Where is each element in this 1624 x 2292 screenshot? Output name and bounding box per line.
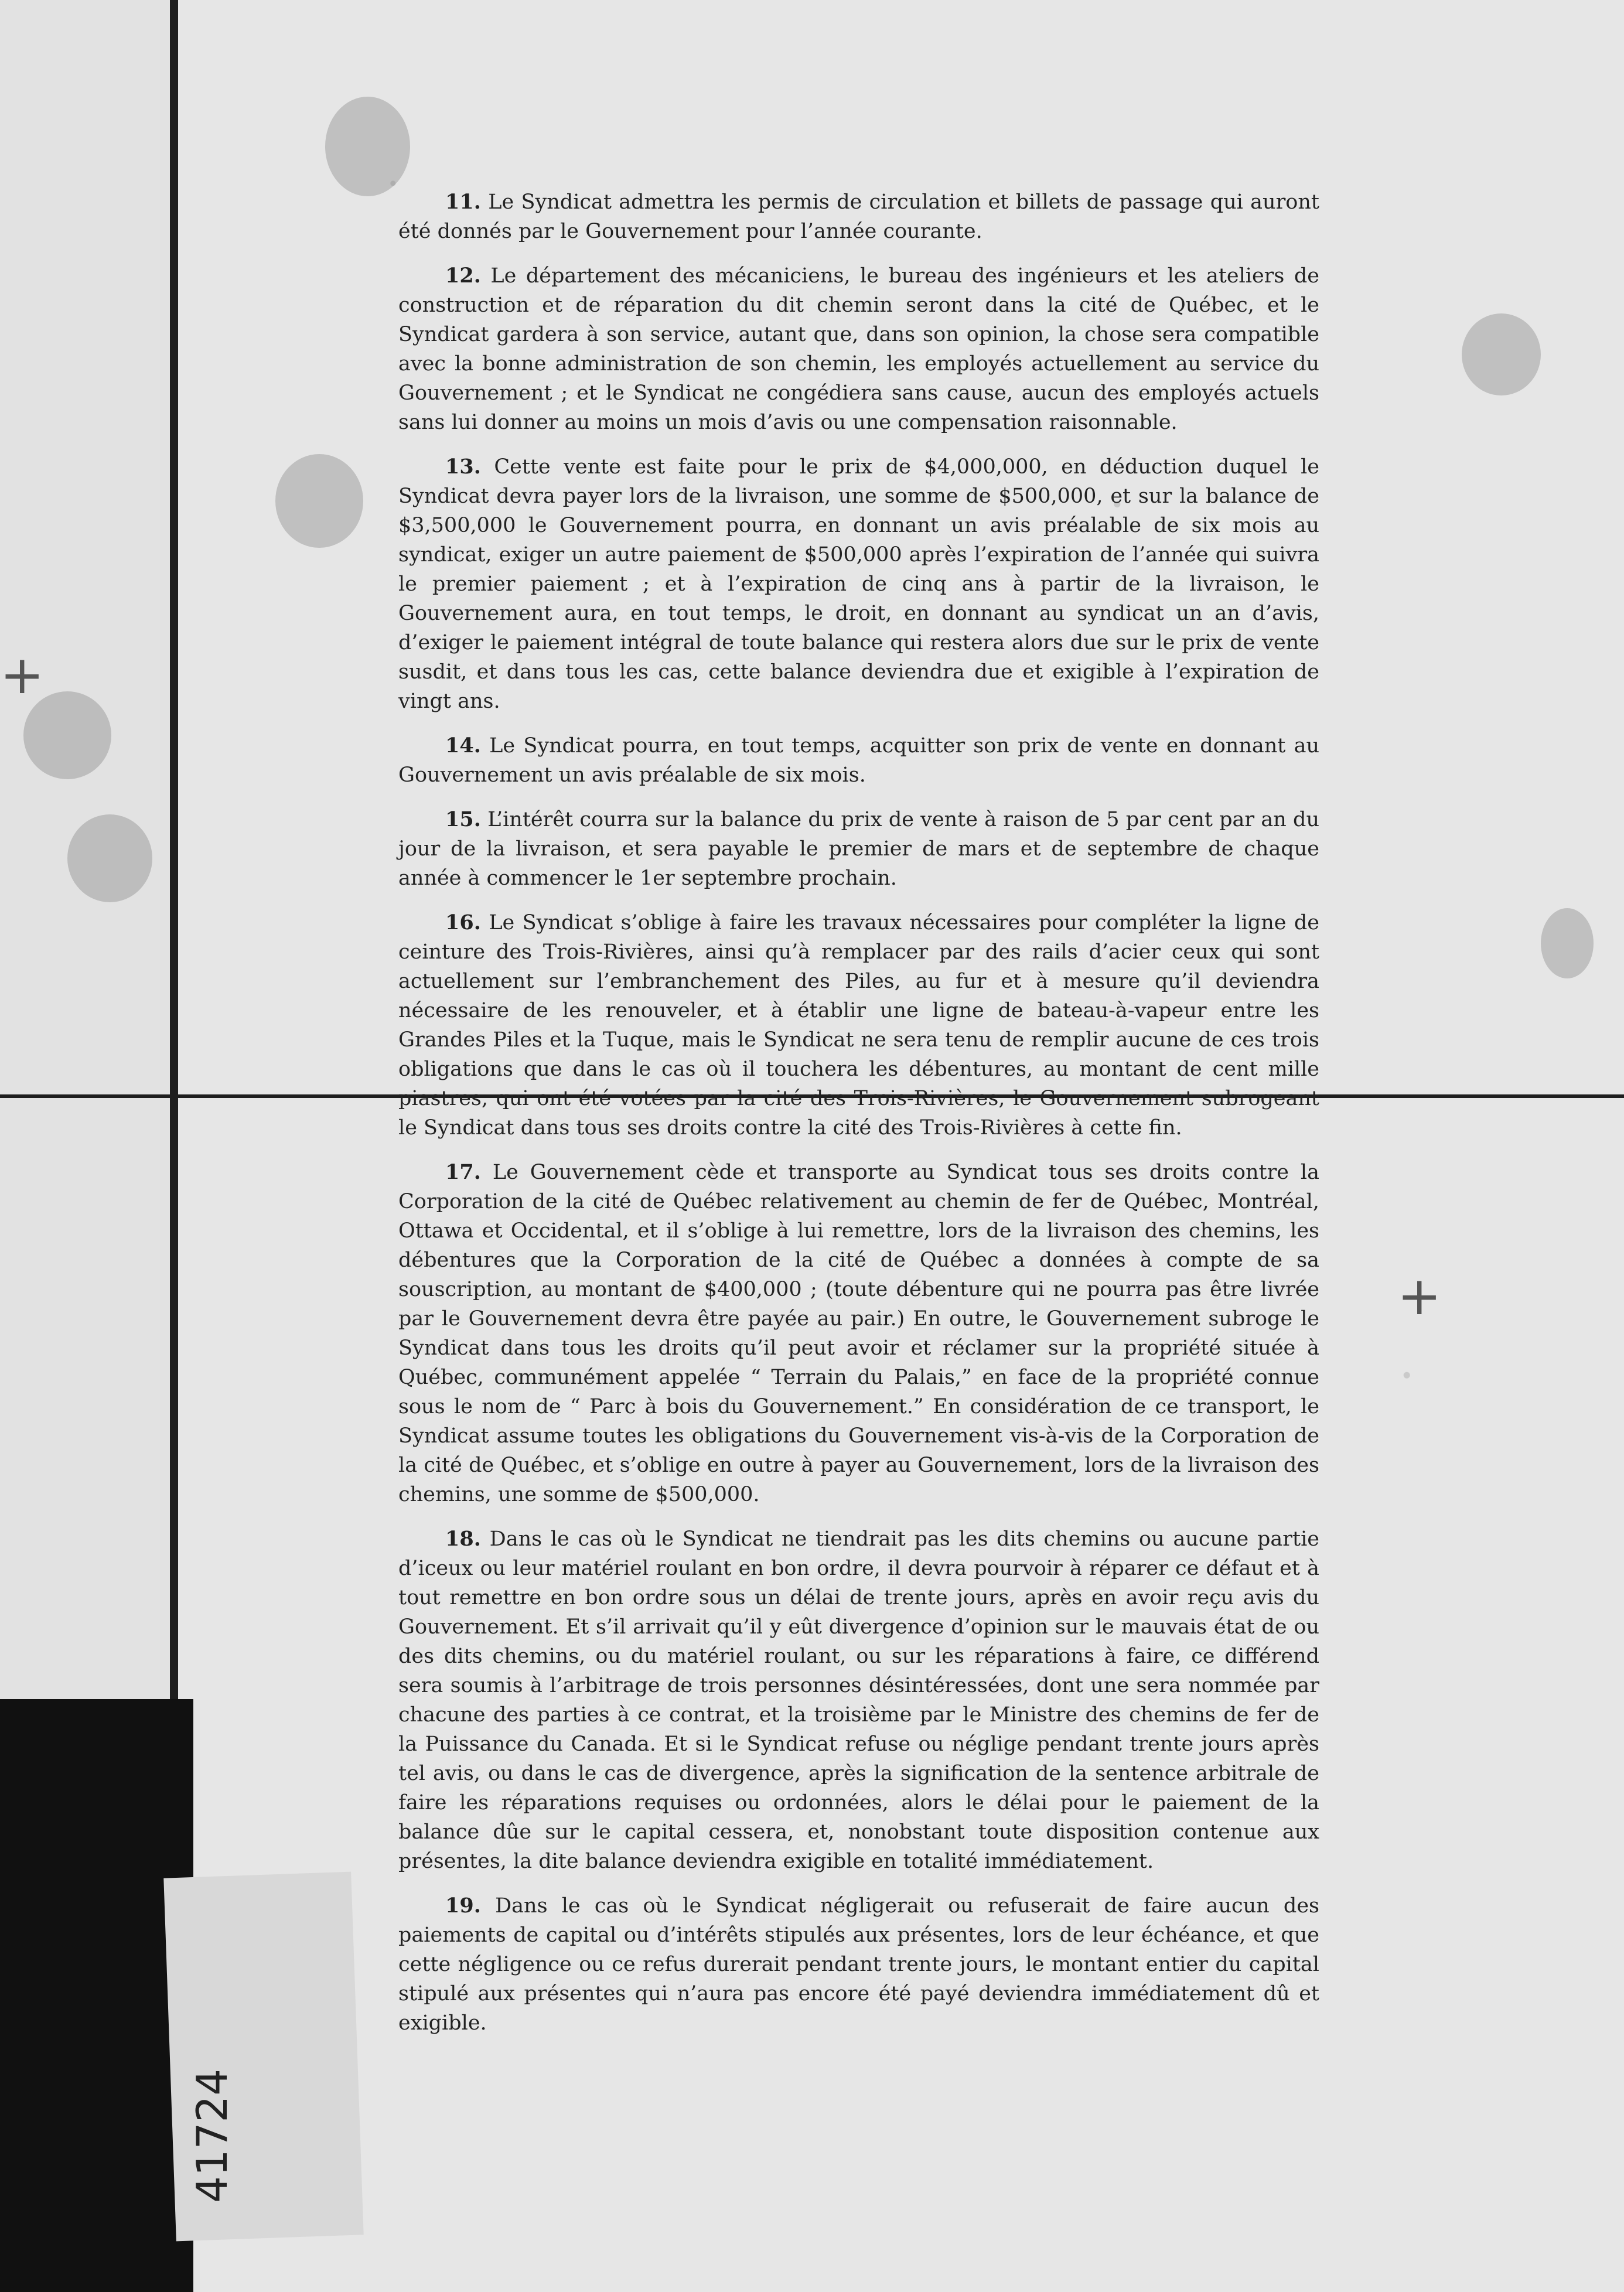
- stain-blot: [325, 97, 410, 196]
- plus-mark-icon: +: [0, 644, 45, 706]
- paragraph-number: 14.: [445, 734, 481, 758]
- paragraph-text: L’intérêt courra sur la balance du prix de vente à raison de 5 par cent par an du jour de la livraison, et sera payable le premier de mars et de septembre de chaque année à commencer le 1er septembre prochain.: [398, 808, 1319, 890]
- paragraph-text: Dans le cas où le Syndicat ne tiendrait pas les dits chemins ou aucune partie d’iceux ou leur matériel roulant en bon ordre, il devra pourvoir à réparer ce défaut et à tout remettre en bon ordre sous un délai de trente jours, après en avoir reçu avis du Gouvernement. Et s’il arrivait qu’il y eût divergence d’opinion sur le mauvais état de ou des dits chemins, ou du matériel roulant, ou sur les réparations à faire, ce différend sera soumis à l’arbitrage de trois personnes désintéressées, dont une sera nommée par chacune des parties à ce contrat, et la troisième par le Ministre des chemins de fer de la Puissance du Canada. Et si le Syndicat refuse ou néglige pendant trente jours après tel avis, ou dans le cas de divergence, après la signification de la sentence arbitrale de faire les réparations requises ou ordonnées, alors le délai pour le paiement de la balance dûe sur le capital cessera, et, nonobstant toute disposition contenue aux présentes, la dite balance deviendra exigible en totalité immédiatement.: [398, 1527, 1319, 1873]
- margin-note: 41724: [187, 2068, 237, 2203]
- stain-blot: [67, 814, 152, 902]
- paragraph-15: [398, 805, 1319, 893]
- paragraph-text: Le Syndicat pourra, en tout temps, acquitter son prix de vente en donnant au Gouvernement un avis préalable de six mois.: [398, 734, 1319, 787]
- paragraph-19: [398, 1891, 1319, 2038]
- paragraph-number: 16.: [445, 910, 481, 934]
- paragraph-16: [398, 908, 1319, 1142]
- paragraph-number: 18.: [445, 1527, 481, 1551]
- paragraph-number: 15.: [445, 807, 481, 831]
- paragraph-number: 13.: [445, 455, 481, 479]
- paragraph-text: Le Syndicat admettra les permis de circulation et billets de passage qui auront été donnés par le Gouvernement pour l’année courante.: [398, 190, 1319, 243]
- paragraph-13: [398, 452, 1319, 716]
- paragraph-number: 12.: [445, 264, 481, 288]
- paragraph-14: [398, 731, 1319, 790]
- paragraph-text: Le Gouvernement cède et transporte au Syndicat tous ses droits contre la Corporation de la cité de Québec relativement au chemin de fer de Québec, Montréal, Ottawa et Occidental, et il s’oblige à lui remettre, lors de la livraison des chemins, les débentures que la Corporation de la cité de Québec a données à compte de sa souscription, au montant de $400,000 ; (toute débenture qui ne pourra pas être livrée par le Gouvernement devra être payée au pair.) En outre, le Gouvernement subroge le Syndicat dans tous les droits qu’il peut avoir et réclamer sur la propriété située à Québec, communément appelée “ Terrain du Palais,” en face de la propriété connue sous le nom de “ Parc à bois du Gouvernement.” En considération de ce transport, le Syndicat assume toutes les obligations du Gouvernement vis-à-vis de la Corporation de la cité de Québec, et s’oblige en outre à payer au Gouvernement, lors de la livraison des chemins, une somme de $500,000.: [398, 1161, 1319, 1506]
- paragraph-number: 11.: [445, 190, 481, 214]
- paragraph-text: Le département des mécaniciens, le bureau des ingénieurs et les ateliers de construction et de réparation du dit chemin seront dans la cité de Québec, et le Syndicat gardera à son service, autant que, dans son opinion, la chose sera compatible avec la bonne administration de son chemin, les employés actuellement au service du Gouvernement ; et le Syndicat ne congédiera sans cause, aucun des employés actuels sans lui donner au moins un mois d’avis ou une compensation raisonnable.: [398, 264, 1319, 434]
- stain-blot: [275, 454, 363, 548]
- dark-corner: [0, 1699, 193, 2292]
- document-body: [398, 187, 1319, 2053]
- paragraph-18: [398, 1524, 1319, 1876]
- paragraph-text: Cette vente est faite pour le prix de $4,000,000, en déduction duquel le Syndicat devra payer lors de la livraison, une somme de $500,000, et sur la balance de $3,500,000 le Gouvernement pourra, en donnant un avis préalable de six mois au syndicat, exiger un autre paiement de $500,000 après l’expiration de l’année qui suivra le premier paiement ; et à l’expiration de cinq ans à partir de la livraison, le Gouvernement aura, en tout temps, le droit, en donnant au syndicat un an d’avis, d’exiger le paiement intégral de toute balance qui restera alors due sur le prix de vente susdit, et dans tous les cas, cette balance deviendra due et exigible à l’expiration de vingt ans.: [398, 455, 1319, 713]
- stain-blot: [1462, 313, 1541, 395]
- paragraph-text: Dans le cas où le Syndicat négligerait ou refuserait de faire aucun des paiements de capital ou d’intérêts stipulés aux présentes, lors de leur échéance, et que cette négligence ou ce refus durerait pendant trente jours, le montant entier du capital stipulé aux présentes qui n’aura pas encore été payé deviendra immédiatement dû et exigible.: [398, 1894, 1319, 2035]
- paragraph-number: 19.: [445, 1894, 481, 1918]
- plus-mark-icon: +: [1397, 1266, 1442, 1327]
- paragraph-12: [398, 261, 1319, 437]
- paragraph-number: 17.: [445, 1160, 481, 1184]
- paragraph-11: [398, 187, 1319, 246]
- stain-blot: [1541, 908, 1594, 978]
- paragraph-17: [398, 1158, 1319, 1509]
- paragraph-text: Le Syndicat s’oblige à faire les travaux nécessaires pour compléter la ligne de ceinture des Trois-Rivières, ainsi qu’à remplacer par des rails d’acier ceux qui sont actuellement sur l’embranchement des Piles, au fur et à mesure qu’il deviendra nécessaire de les renouveler, et à établir une ligne de bateau-à-vapeur entre les Grandes Piles et la Tuque, mais le Syndicat ne sera tenu de remplir aucune de ces trois obligations que dans le cas où il touchera les débentures, au montant de cent mille piastres, qui ont été votées par la cité des Trois-Rivières, le Gouvernement subrogeant le Syndicat dans tous ses droits contre la cité des Trois-Rivières à cette fin.: [398, 911, 1319, 1140]
